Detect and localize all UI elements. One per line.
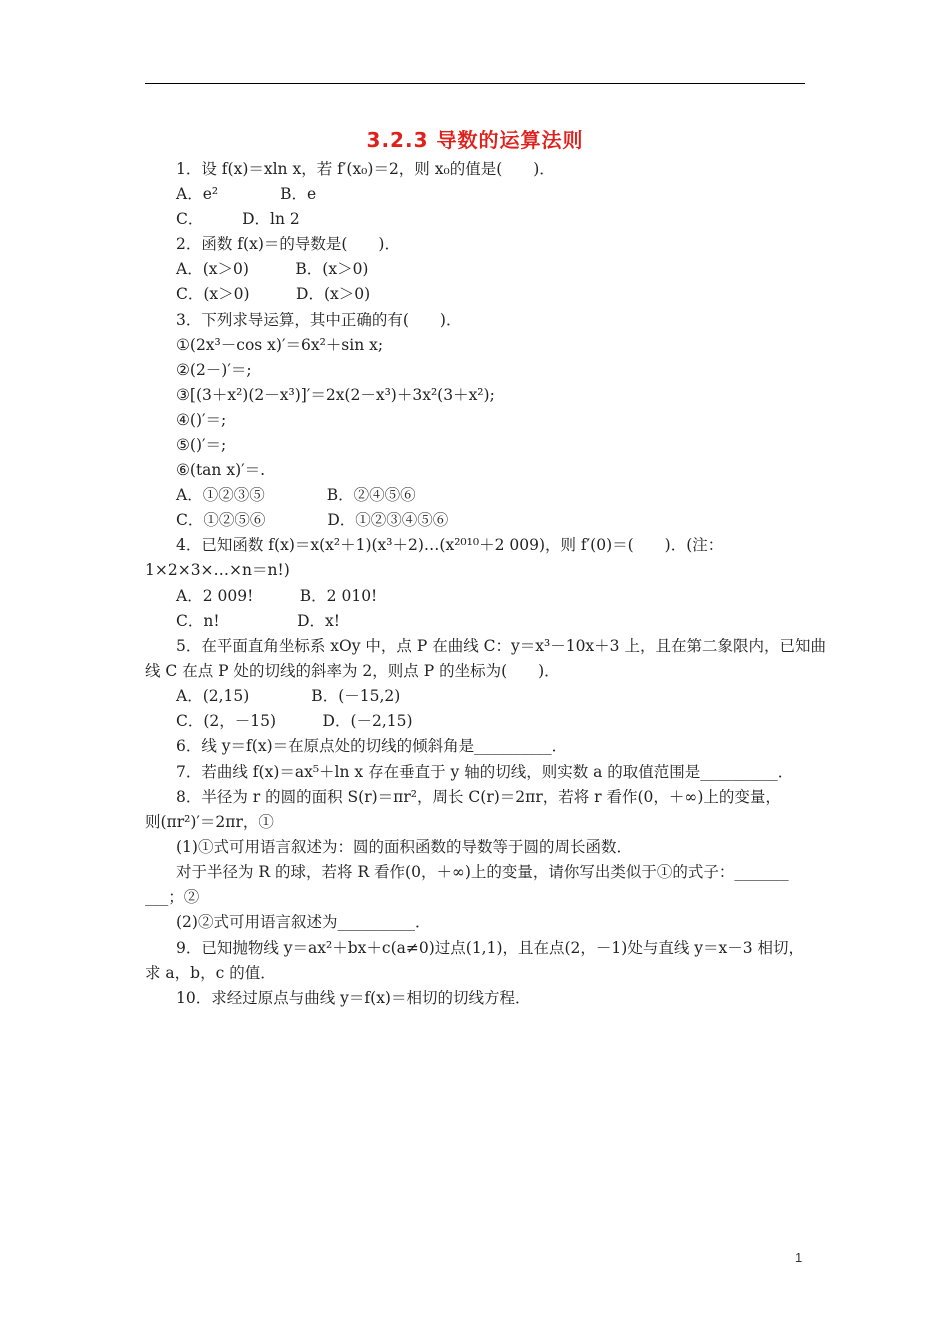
q5-options-ab: A．(2,15) B．(－15,2)	[176, 687, 401, 705]
q2-options-ab: A．(x＞0) B．(x＞0)	[176, 260, 369, 278]
q9-stem-cont: 求 a，b，c 的值．	[145, 964, 276, 982]
q5-options-cd: C．(2，－15) D．(－2,15)	[176, 712, 413, 730]
header-rule	[145, 83, 805, 84]
q1-stem: 1．设 f(x)＝xln x，若 f′(x₀)＝2，则 x₀的值是( )．	[176, 160, 555, 178]
q3-options-cd: C．①②⑤⑥ D．①②③④⑤⑥	[176, 511, 449, 529]
q1-options-cd: C． D．ln 2	[176, 210, 300, 228]
q2-options-cd: C．(x＞0) D．(x＞0)	[176, 285, 371, 303]
q6-stem: 6．线 y＝f(x)＝在原点处的切线的倾斜角是__________．	[176, 737, 568, 755]
q3-stem: 3．下列求导运算，其中正确的有( )．	[176, 311, 462, 329]
q8-stem: 8．半径为 r 的圆的面积 S(r)＝πr²，周长 C(r)＝2πr，若将 r 看作(0，＋∞)上的变量，	[176, 788, 781, 806]
q4-options-cd: C．n! D．x!	[176, 612, 340, 630]
q3-options-ab: A．①②③⑤ B．②④⑤⑥	[176, 486, 416, 504]
q3-item-3: ③[(3＋x²)(2－x³)]′＝2x(2－x³)＋3x²(3＋x²);	[176, 386, 495, 404]
q10-stem: 10．求经过原点与曲线 y＝f(x)＝相切的切线方程．	[176, 989, 531, 1007]
q2-stem: 2．函数 f(x)＝的导数是( )．	[176, 235, 400, 253]
q3-item-2: ②(2－)′＝;	[176, 361, 252, 379]
q5-stem-cont: 线 C 在点 P 处的切线的斜率为 2，则点 P 的坐标为( )．	[145, 662, 560, 680]
page-title: 3.2.3 导数的运算法则	[366, 128, 584, 152]
q3-item-6: ⑥(tan x)′＝.	[176, 461, 266, 479]
q1-options-ab: A．e² B．e	[176, 185, 317, 203]
q8-stem-cont: 则(πr²)′＝2πr，①	[145, 813, 274, 831]
q8-part1: (1)①式可用语言叙述为：圆的面积函数的导数等于圆的周长函数．	[176, 838, 632, 856]
q4-stem-cont: 1×2×3×…×n＝n!)	[145, 561, 290, 579]
q4-stem: 4．已知函数 f(x)＝x(x²＋1)(x³＋2)…(x²⁰¹⁰＋2 009)，则 f′(0)＝( )．(注：	[176, 536, 724, 554]
q3-item-5: ⑤()′＝;	[176, 436, 227, 454]
q8-part2: (2)②式可用语言叙述为__________．	[176, 913, 431, 931]
q4-options-ab: A．2 009! B．2 010!	[176, 587, 378, 605]
page-number: 1	[795, 1250, 803, 1265]
q3-item-4: ④()′＝;	[176, 411, 227, 429]
q3-item-1: ①(2x³－cos x)′＝6x²＋sin x;	[176, 336, 384, 354]
q7-stem: 7．若曲线 f(x)＝ax⁵＋ln x 存在垂直于 y 轴的切线，则实数 a 的取值范围是__________．	[176, 763, 794, 781]
q5-stem: 5．在平面直角坐标系 xOy 中，点 P 在曲线 C：y＝x³－10x＋3 上，且在第二象限内，已知曲	[176, 637, 826, 655]
q9-stem: 9．已知抛物线 y＝ax²＋bx＋c(a≠0)过点(1,1)，且在点(2，－1)处与直线 y＝x－3 相切，	[176, 939, 805, 957]
q8-sphere-cont: ___；②	[145, 888, 200, 906]
q8-sphere: 对于半径为 R 的球，若将 R 看作(0，＋∞)上的变量，请你写出类似于①的式子：_______	[176, 863, 789, 881]
